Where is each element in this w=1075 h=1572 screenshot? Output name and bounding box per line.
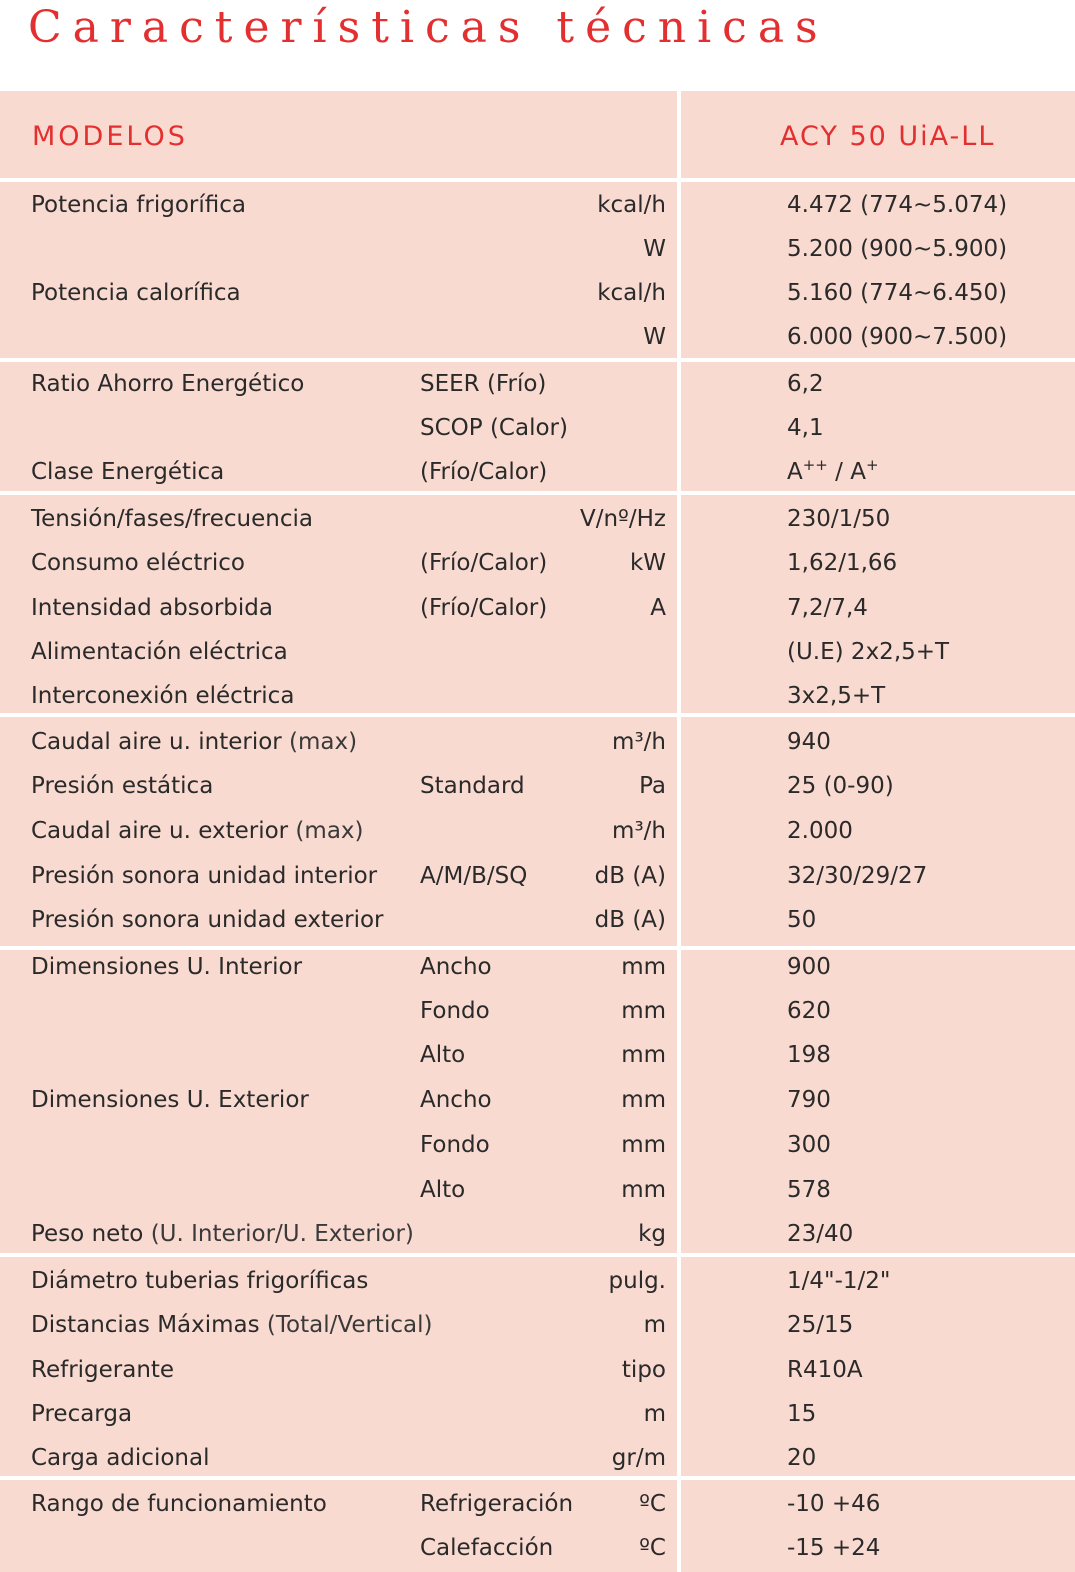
spec-value: A++ / A+	[787, 456, 879, 485]
spec-label: Distancias Máximas (Total/Vertical)	[31, 1312, 433, 1338]
spec-value: 5.160 (774~6.450)	[787, 280, 1008, 306]
spec-unit: m³/h	[612, 729, 666, 755]
spec-unit: A	[650, 595, 666, 621]
spec-value: 300	[787, 1132, 831, 1158]
spec-unit: m³/h	[612, 818, 666, 844]
spec-value: 4.472 (774~5.074)	[787, 192, 1008, 218]
spec-unit: dB (A)	[594, 907, 666, 933]
spec-condition: SEER (Frío)	[420, 371, 547, 397]
spec-condition: (Frío/Calor)	[420, 595, 548, 621]
spec-condition: Refrigeración	[420, 1491, 574, 1517]
spec-value: 23/40	[787, 1221, 854, 1247]
spec-value: 578	[787, 1177, 831, 1203]
spec-row	[0, 588, 1075, 628]
spec-row	[0, 408, 1075, 448]
row-group-divider	[0, 713, 1075, 717]
spec-unit: mm	[621, 954, 666, 980]
spec-row	[0, 185, 1075, 225]
spec-value: 32/30/29/27	[787, 863, 928, 889]
spec-unit: m	[643, 1312, 666, 1338]
spec-value: 198	[787, 1042, 831, 1068]
energy-class-cold-sup: ++	[802, 456, 828, 474]
spec-unit: tipo	[621, 1357, 666, 1383]
spec-value: (U.E) 2x2,5+T	[787, 639, 950, 665]
spec-value: R410A	[787, 1357, 863, 1383]
row-group-divider	[0, 1253, 1075, 1257]
spec-unit: kW	[629, 550, 666, 576]
spec-condition: (Frío/Calor)	[420, 459, 548, 485]
spec-value: 940	[787, 729, 831, 755]
spec-label: Alimentación eléctrica	[31, 639, 288, 665]
spec-condition: A/M/B/SQ	[420, 863, 528, 889]
spec-value: 4,1	[787, 415, 824, 441]
spec-label: Potencia calorífica	[31, 280, 241, 306]
spec-label: Interconexión eléctrica	[31, 683, 295, 709]
spec-condition: Alto	[420, 1042, 466, 1068]
spec-row	[0, 900, 1075, 940]
spec-row	[0, 1394, 1075, 1434]
specs-table	[0, 91, 1075, 1572]
spec-value: 50	[787, 907, 817, 933]
row-group-divider	[0, 1476, 1075, 1480]
spec-row	[0, 1125, 1075, 1165]
spec-value: 2.000	[787, 818, 853, 844]
spec-label: Presión sonora unidad interior	[31, 863, 378, 889]
spec-condition: Fondo	[420, 1132, 490, 1158]
spec-value: 7,2/7,4	[787, 595, 868, 621]
spec-unit: W	[643, 324, 666, 350]
spec-label: Peso neto (U. Interior/U. Exterior)	[31, 1221, 414, 1247]
spec-condition: Fondo	[420, 998, 490, 1024]
spec-value: 5.200 (900~5.900)	[787, 236, 1008, 262]
spec-label: Dimensiones U. Exterior	[31, 1087, 309, 1113]
spec-row	[0, 991, 1075, 1031]
page-title: Características técnicas	[28, 2, 829, 53]
spec-unit: Pa	[639, 773, 666, 799]
spec-value: 230/1/50	[787, 506, 891, 532]
spec-row	[0, 317, 1075, 357]
spec-unit: kcal/h	[597, 280, 666, 306]
spec-label: Ratio Ahorro Energético	[31, 371, 305, 397]
spec-condition: SCOP (Calor)	[420, 415, 568, 441]
spec-label: Carga adicional	[31, 1445, 210, 1471]
spec-row	[0, 766, 1075, 806]
models-header: MODELOS	[32, 121, 188, 152]
spec-unit: mm	[621, 1132, 666, 1158]
spec-row	[0, 811, 1075, 851]
spec-value: 1,62/1,66	[787, 550, 898, 576]
spec-condition: Ancho	[420, 954, 492, 980]
spec-value: 900	[787, 954, 831, 980]
spec-value: 6.000 (900~7.500)	[787, 324, 1008, 350]
spec-row	[0, 1214, 1075, 1254]
row-group-divider	[0, 178, 1075, 182]
spec-label: Rango de funcionamiento	[31, 1491, 327, 1517]
spec-unit: pulg.	[608, 1268, 666, 1294]
spec-label: Diámetro tuberias frigoríficas	[31, 1268, 369, 1294]
spec-label-note: (Total/Vertical)	[259, 1312, 433, 1338]
spec-label: Caudal aire u. exterior (max)	[31, 818, 364, 844]
spec-condition: Alto	[420, 1177, 466, 1203]
spec-row	[0, 1080, 1075, 1120]
spec-label: Precarga	[31, 1401, 133, 1427]
spec-unit: dB (A)	[594, 863, 666, 889]
spec-row	[0, 947, 1075, 987]
spec-value: 25/15	[787, 1312, 854, 1338]
spec-value: 20	[787, 1445, 817, 1471]
spec-unit: V/nº/Hz	[579, 506, 666, 532]
spec-row	[0, 543, 1075, 583]
spec-value: 1/4"-1/2"	[787, 1268, 891, 1294]
spec-value: 790	[787, 1087, 831, 1113]
spec-row	[0, 1170, 1075, 1210]
spec-unit: mm	[621, 1042, 666, 1068]
spec-value: 620	[787, 998, 831, 1024]
spec-unit: mm	[621, 1087, 666, 1113]
spec-label: Tensión/fases/frecuencia	[31, 506, 313, 532]
spec-label: Intensidad absorbida	[31, 595, 273, 621]
spec-row	[0, 1305, 1075, 1345]
spec-unit: ºC	[639, 1535, 666, 1561]
spec-row	[0, 1528, 1075, 1568]
spec-row	[0, 632, 1075, 672]
spec-row	[0, 1438, 1075, 1478]
spec-value: -10 +46	[787, 1491, 881, 1517]
spec-row	[0, 1261, 1075, 1301]
spec-row	[0, 499, 1075, 539]
spec-value: 3x2,5+T	[787, 683, 886, 709]
row-group-divider	[0, 946, 1075, 950]
spec-row	[0, 364, 1075, 404]
spec-unit: mm	[621, 998, 666, 1024]
spec-label-note: (U. Interior/U. Exterior)	[143, 1221, 414, 1247]
spec-row	[0, 273, 1075, 313]
spec-label: Dimensiones U. Interior	[31, 954, 303, 980]
spec-unit: m	[643, 1401, 666, 1427]
row-group-divider	[0, 491, 1075, 495]
spec-unit: gr/m	[611, 1445, 666, 1471]
spec-value: 25 (0-90)	[787, 773, 894, 799]
spec-label: Potencia frigorífica	[31, 192, 246, 218]
spec-row	[0, 856, 1075, 896]
spec-value: -15 +24	[787, 1535, 881, 1561]
spec-unit: W	[643, 236, 666, 262]
spec-condition: Standard	[420, 773, 525, 799]
spec-label: Presión sonora unidad exterior	[31, 907, 384, 933]
spec-value: 6,2	[787, 371, 824, 397]
spec-unit: kg	[638, 1221, 666, 1247]
spec-row	[0, 1350, 1075, 1390]
spec-unit: mm	[621, 1177, 666, 1203]
spec-unit: kcal/h	[597, 192, 666, 218]
spec-label: Refrigerante	[31, 1357, 175, 1383]
spec-label-note: (max)	[288, 818, 364, 844]
spec-condition: Ancho	[420, 1087, 492, 1113]
spec-unit: ºC	[639, 1491, 666, 1517]
spec-label: Clase Energética	[31, 459, 225, 485]
spec-row	[0, 1035, 1075, 1075]
spec-row	[0, 1484, 1075, 1524]
spec-label: Consumo eléctrico	[31, 550, 245, 576]
spec-label: Presión estática	[31, 773, 214, 799]
spec-label: Caudal aire u. interior (max)	[31, 729, 358, 755]
row-group-divider	[0, 358, 1075, 362]
model-name-header: ACY 50 UiA-LL	[780, 121, 996, 152]
spec-value: 15	[787, 1401, 817, 1427]
spec-row	[0, 229, 1075, 269]
spec-condition: (Frío/Calor)	[420, 550, 548, 576]
spec-row	[0, 676, 1075, 716]
spec-condition: Calefacción	[420, 1535, 554, 1561]
spec-row	[0, 722, 1075, 762]
spec-row	[0, 452, 1075, 492]
energy-class-heat-sup: +	[865, 456, 879, 474]
spec-label-note: (max)	[281, 729, 358, 755]
